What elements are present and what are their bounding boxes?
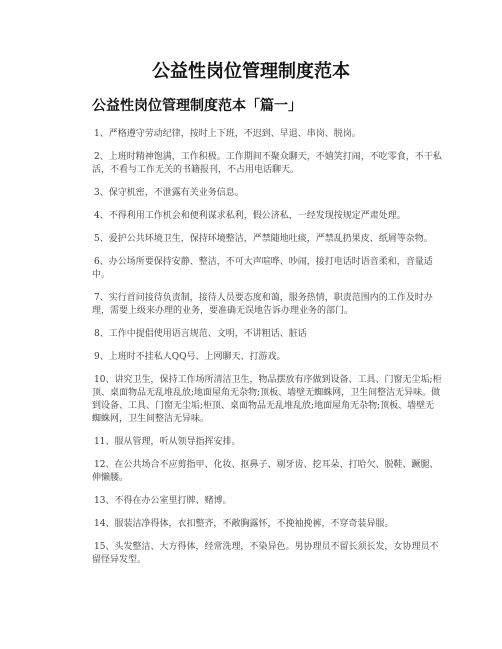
rule-item: 14、服装洁净得体，衣扣整齐，不敞胸露怀，不挽袖挽裤，不穿奇装异服。 xyxy=(94,519,394,529)
rule-item: 15、头发整洁、大方得体，经常洗理，不染异色。男协理员不留长须长发，女协理员不留怪异发型。 xyxy=(92,542,439,565)
rule-item: 4、不得利用工作机会和便利谋求私利，假公济私，一经发现按规定严肃处理。 xyxy=(94,211,406,221)
rule-item: 7、实行首问接待负责制，接待人员要态度和蔼，服务热情，职责范围内的工作及时办理，需要上级来办理的业务，要准确无误地告诉办理业务的部门。 xyxy=(92,293,433,316)
rule-item: 9、上班时不挂私人QQ号、上网聊天、打游戏。 xyxy=(94,352,286,362)
rule-item: 2、上班时精神饱满，工作积极。工作期间不聚众聊天，不嬉笑打闹，不吃零食，不干私活，不看与工作无关的书籍报刊，不占用电话聊天。 xyxy=(92,152,442,175)
rule-item: 5、爱护公共环境卫生，保持环境整洁，严禁随地吐痰，严禁乱扔果皮、纸屑等杂物。 xyxy=(94,234,433,244)
document-title: 公益性岗位管理制度范本 xyxy=(152,61,350,82)
rule-item: 8、工作中提倡使用语言规范、文明，不讲粗话、脏话 xyxy=(94,329,307,339)
rule-item: 3、保守机密，不泄露有关业务信息。 xyxy=(94,188,244,198)
rule-item: 6、办公场所要保持安静、整洁，不可大声喧哗、吵闹，接打电话时语音柔和，音量适中。 xyxy=(92,257,433,280)
rule-item: 13、不得在办公室里打牌、赌博。 xyxy=(94,496,232,506)
rule-item: 12、在公共场合不应剪指甲、化妆、抠鼻子、剔牙齿、挖耳朵、打哈欠、脱鞋、蹶腿、伸懒腰。 xyxy=(92,460,439,483)
section-title: 公益性岗位管理制度范本「篇一」 xyxy=(92,98,302,114)
rules-list xyxy=(92,128,442,577)
rule-item: 11、服从管理，听从领导指挥安排。 xyxy=(94,437,241,447)
rule-item: 10、讲究卫生，保持工作场所清洁卫生，物品摆放有序做到设备、工具、门窗无尘垢;柜顶、桌面物品无乱堆乱放;地面屋角无杂物;顶板、墙壁无蜘蛛网，卫生间整洁无异味。做到设备、工具、门窗无尘垢;柜顶、桌面物品无乱堆乱放;地面屋角无杂物;顶板、墙壁无蜘蛛网，卫生间整洁无异味。 xyxy=(92,375,442,424)
rule-item: 1、严格遵守劳动纪律，按时上下班，不迟到、早退、串岗、脱岗。 xyxy=(94,129,361,139)
